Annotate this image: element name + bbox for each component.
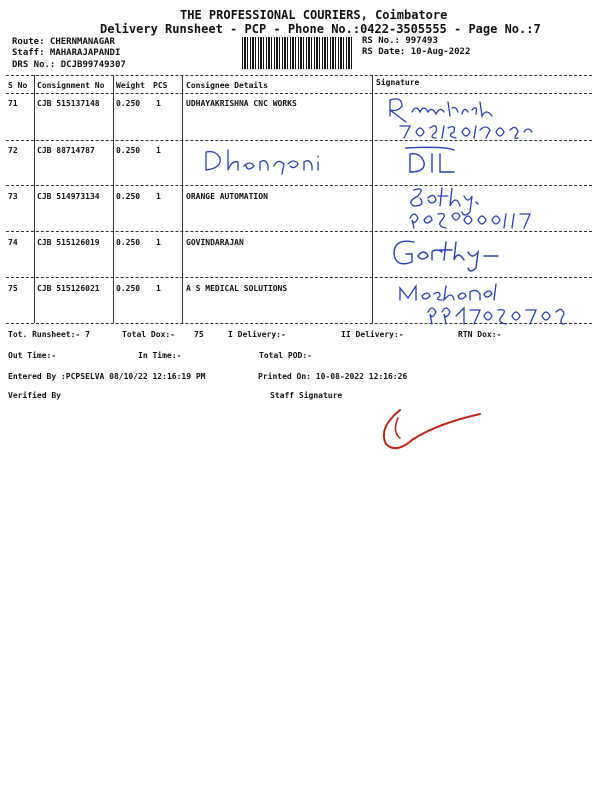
staff-signature-label: Staff Signature xyxy=(270,391,343,400)
row-pcs: 1 xyxy=(156,238,161,247)
row-sno: 72 xyxy=(8,146,18,155)
handwritten-signature xyxy=(394,280,584,326)
in-time-label: In Time:- xyxy=(138,351,182,360)
row-pcs: 1 xyxy=(156,146,161,155)
staff-signature-mark xyxy=(376,404,486,454)
col-header-pcs: PCS xyxy=(153,81,168,90)
row-weight: 0.250 xyxy=(116,192,141,201)
out-time-label: Out Time:- xyxy=(8,351,57,360)
row-consignment: CJB 515126021 xyxy=(37,284,100,293)
col-header-consignment: Consignment No xyxy=(37,81,105,90)
column-separator xyxy=(182,75,183,323)
row-sno: 71 xyxy=(8,99,18,108)
row-sno: 73 xyxy=(8,192,18,201)
row-consignment: CJB 515137148 xyxy=(37,99,100,108)
row-consignee: GOVINDARAJAN xyxy=(186,238,244,247)
rs-date: RS Date: 10-Aug-2022 xyxy=(362,47,471,57)
drs-number: DRS No.: DCJB99749307 xyxy=(12,60,126,70)
row-pcs: 1 xyxy=(156,99,161,108)
tot-runsheet: Tot. Runsheet:- 7 xyxy=(8,330,90,339)
entered-by: Entered By :PCPSELVA 08/10/22 12:16:19 PM xyxy=(8,372,206,381)
row-pcs: 1 xyxy=(156,192,161,201)
handwritten-signature xyxy=(196,144,326,178)
rtn-dox-label: RTN Dox:- xyxy=(458,330,502,339)
row-weight: 0.250 xyxy=(116,238,141,247)
handwritten-signature xyxy=(376,94,591,140)
row-rule xyxy=(6,231,592,232)
total-dox-label: Total Dox:- xyxy=(122,330,175,339)
row-rule xyxy=(6,277,592,278)
total-pod-label: Total POD:- xyxy=(259,351,312,360)
total-dox-value: 75 xyxy=(194,330,204,339)
route-label: Route: CHERNMANAGAR xyxy=(12,37,115,47)
row-weight: 0.250 xyxy=(116,99,141,108)
col-header-weight: Weight xyxy=(116,81,145,90)
verified-by-label: Verified By xyxy=(8,391,61,400)
company-title: THE PROFESSIONAL COURIERS, Coimbatore xyxy=(180,8,448,22)
rs-number: RS No.: 997493 xyxy=(362,36,438,46)
col-header-consignee: Consignee Details xyxy=(186,81,268,90)
row-consignment: CJB 514973134 xyxy=(37,192,100,201)
i-delivery-label: I Delivery:- xyxy=(228,330,286,339)
handwritten-signature xyxy=(400,144,470,178)
column-separator xyxy=(113,75,114,323)
row-weight: 0.250 xyxy=(116,146,141,155)
col-header-signature: Signature xyxy=(376,78,420,87)
col-header-sno: S No xyxy=(8,81,28,90)
row-sno: 74 xyxy=(8,238,18,247)
row-weight: 0.250 xyxy=(116,284,141,293)
ii-delivery-label: II Delivery:- xyxy=(341,330,404,339)
row-consignment: CJB 515126019 xyxy=(37,238,100,247)
staff-label: Staff: MAHARAJAPANDI xyxy=(12,48,121,58)
printed-on: Printed On: 10-08-2022 12:16:26 xyxy=(258,372,408,381)
column-separator xyxy=(372,75,373,323)
row-consignee: ORANGE AUTOMATION xyxy=(186,192,268,201)
row-pcs: 1 xyxy=(156,284,161,293)
handwritten-signature xyxy=(404,184,554,230)
barcode-image xyxy=(242,37,354,69)
table-top-rule xyxy=(6,75,592,76)
row-sno: 75 xyxy=(8,284,18,293)
row-consignment: CJB 88714787 xyxy=(37,146,95,155)
row-consignee: A S MEDICAL SOLUTIONS xyxy=(186,284,288,293)
runsheet-subtitle: Delivery Runsheet - PCP - Phone No.:0422-3505555 - Page No.:7 xyxy=(100,22,541,36)
column-separator xyxy=(34,75,35,323)
row-consignee: UDHAYAKRISHNA CNC WORKS xyxy=(186,99,297,108)
row-rule xyxy=(6,140,592,141)
handwritten-signature xyxy=(386,234,526,274)
